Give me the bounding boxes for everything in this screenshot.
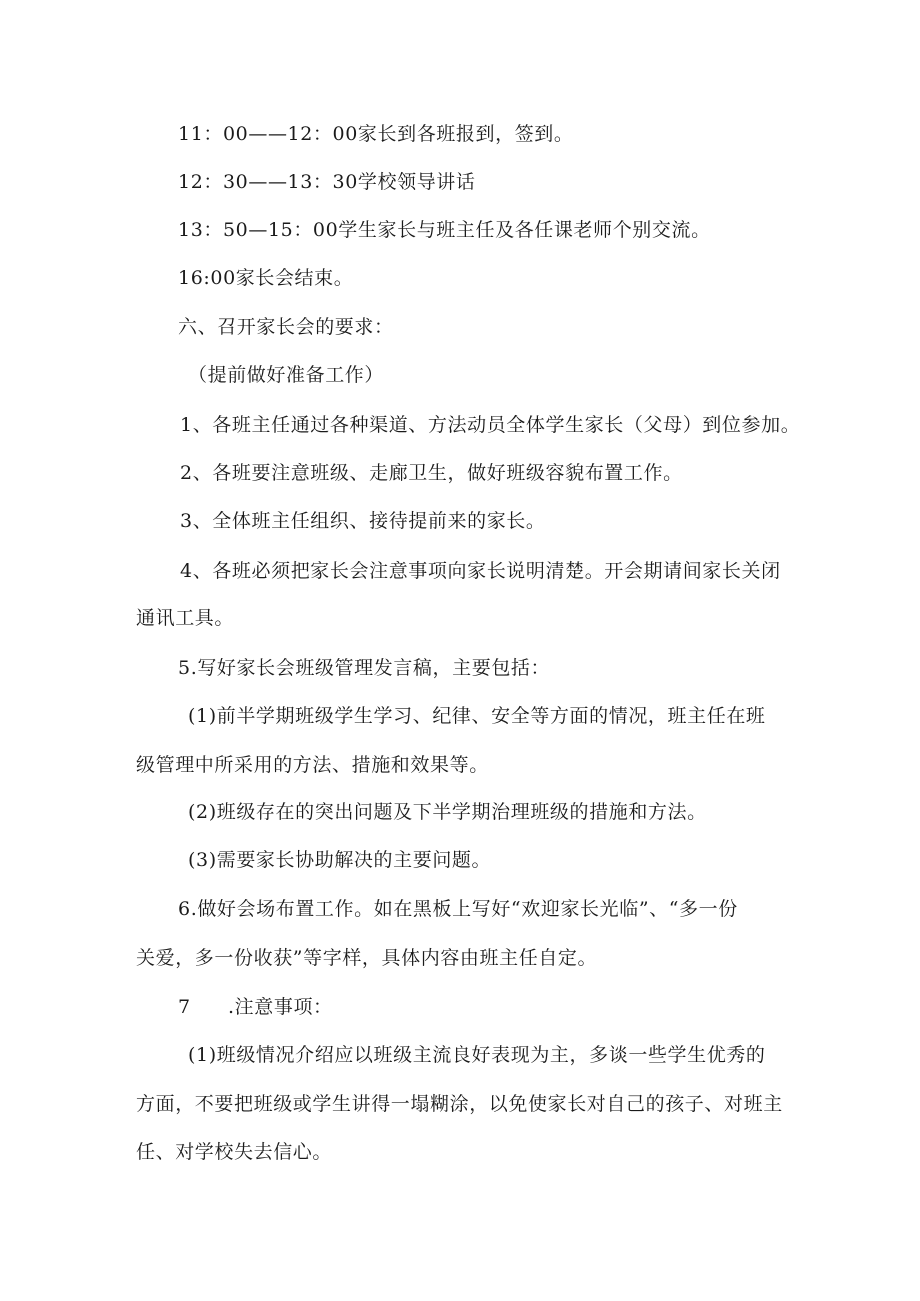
list-item-5: 5.写好家长会班级管理发言稿，主要包括： — [178, 657, 551, 679]
list-item-3: 3、全体班主任组织、接待提前来的家长。 — [180, 510, 546, 532]
list-item-7-number: 7 — [178, 996, 191, 1018]
sub-item-5-3: (3)需要家长协助解决的主要问题。 — [188, 849, 492, 871]
section-title: 六、召开家长会的要求： — [178, 316, 394, 338]
schedule-line-2: 12：30——13：30学校领导讲话 — [178, 171, 476, 193]
sub-item-5-2: (2)班级存在的突出问题及下半学期治理班级的措施和方法。 — [188, 801, 707, 823]
list-item-6-line-2: 关爱，多一份收获”等字样，具体内容由班主任自定。 — [136, 947, 598, 969]
list-item-7-text: .注意事项： — [228, 996, 333, 1018]
sub-item-7-1-line-2: 方面，不要把班级或学生讲得一塌糊涂，以免使家长对自己的孩子、对班主 — [136, 1093, 783, 1115]
schedule-line-1: 11：00——12：00家长到各班报到，签到。 — [178, 123, 574, 145]
sub-item-7-1-line-3: 任、对学校失去信心。 — [136, 1141, 333, 1163]
list-item-4-line-1: 4、各班必须把家长会注意事项向家长说明清楚。开会期请间家长关闭 — [180, 560, 781, 582]
schedule-line-3: 13：50—15：00学生家长与班主任及各任课老师个别交流。 — [178, 219, 711, 241]
sub-item-5-1-line-2: 级管理中所采用的方法、措施和效果等。 — [136, 754, 489, 776]
schedule-line-4: 16:00家长会结束。 — [178, 267, 354, 289]
sub-item-7-1-line-1: (1)班级情况介绍应以班级主流良好表现为主，多谈一些学生优秀的 — [188, 1044, 766, 1066]
subheading: （提前做好准备工作） — [188, 364, 385, 386]
list-item-4-line-2: 通讯工具。 — [136, 607, 235, 629]
list-item-2: 2、各班要注意班级、走廊卫生，做好班级容貌布置工作。 — [180, 462, 683, 484]
list-item-6-line-1: 6.做好会场布置工作。如在黑板上写好“欢迎家长光临”、“多一份 — [178, 898, 738, 920]
list-item-1: 1、各班主任通过各种渠道、方法动员全体学生家长（父母）到位参加。 — [180, 414, 801, 436]
sub-item-5-1-line-1: (1)前半学期班级学生学习、纪律、安全等方面的情况，班主任在班 — [188, 705, 766, 727]
